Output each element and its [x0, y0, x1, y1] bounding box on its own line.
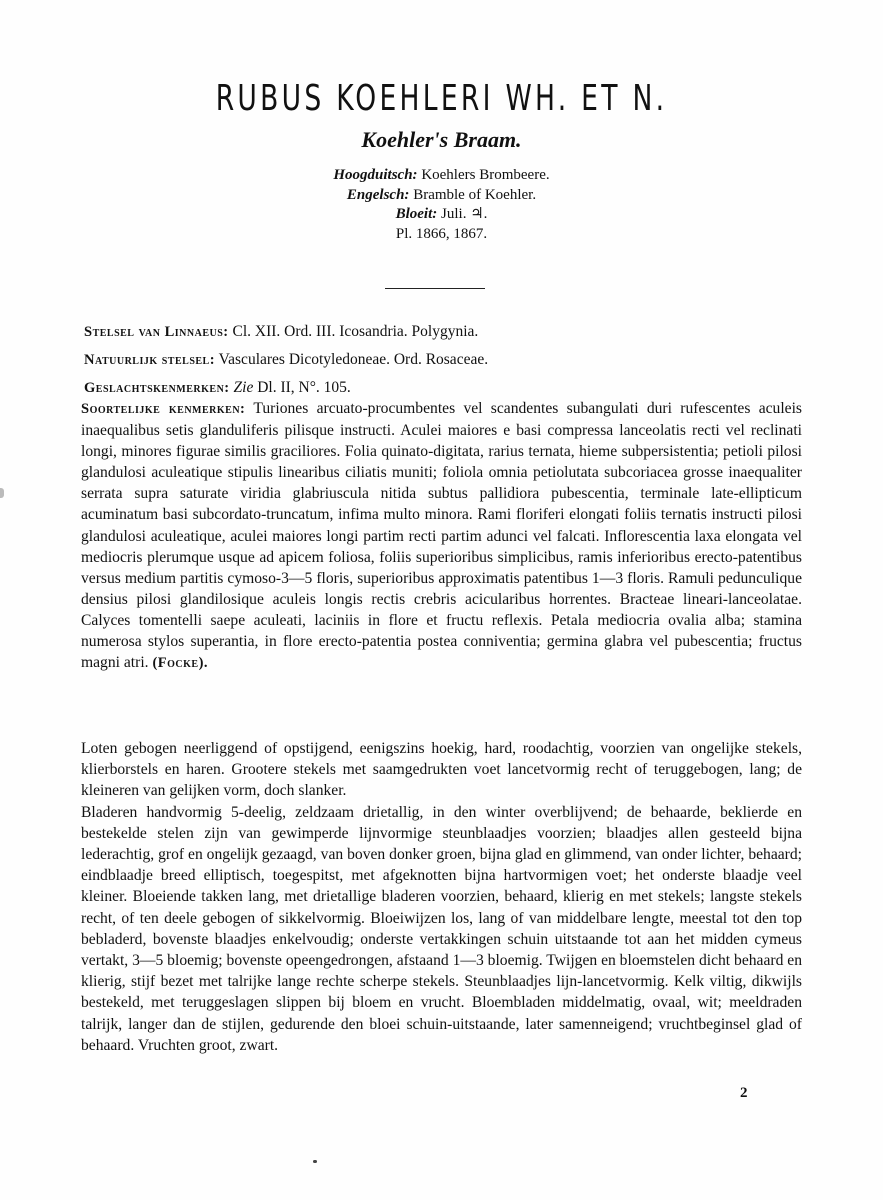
dutch-paragraph-stems: Loten gebogen neerliggend of opstijgend, eenigszins hoekig, hard, roodachtig, voorzien van ongelijke stekels, klierborstels en haren. Grootere stekels met saamgedrukten voet lancetvormig recht of teruggebogen, lang; de kleineren van gelijken vorm, doch slanker. [81, 740, 802, 800]
genus-characters: Geslachtskenmerken: Zie Dl. II, N°. 105. [84, 379, 351, 396]
dutch-paragraph-leaves: Bladeren handvormig 5-deelig, zeldzaam drietallig, in den winter overblijvend; de behaarde, beklierde en bestekelde stelen zijn van gewimperde lijnvormige steunblaadjes voorzien; blaadjes allen gesteeld bijna lederachtig, grof en ongelijk gezaagd, van boven donker groen, bijna glad en glimmend, van onder lichter, behaard; eindblaadje breed elliptisch, toegespitst, met afgeknotten bijna hartvormigen voet; het onderste blaadje veel kleiner. Bloeiende takken lang, met drietallige bladeren voorzien, behaard, klierig en met stekels; langste stekels recht, of ten deele gebogen of sikkelvormig. Bloeiwijzen los, lang of van middelbare lengte, meestal tot den top bebladerd, bovenste blaadjes enkelvoudig; onderste vertakkingen schuin uitstaande tot aan het midden cymeus vertakt, 3—5 bloemig; bovenste opeengedrongen, afstaand 1—3 bloemig. Twijgen en bloemstelen dicht behaard en klierig, stijf bezet met talrijke lange rechte scherpe stekels. Steunblaadjes lijn-lancetvormig. Kelk viltig, dikwijls bestekeld, met teruggeslagen slippen bij bloem en vrucht. Bloembladen middelmatig, ovaal, wit; meeldraden talrijk, langer dan de stijlen, gedurende den bloei schuin-uitstaande, later samenneigend; vruchtbeginsel glad of behaard. Vruchten groot, zwart. [81, 803, 802, 1054]
name-german: Hoogduitsch: Koehlers Brombeere. [333, 167, 550, 183]
natural-system: Natuurlijk stelsel: Vasculares Dicotyledoneae. Ord. Rosaceae. [84, 351, 489, 368]
print-speck [313, 1160, 317, 1163]
separator-rule [385, 288, 485, 289]
classification-block [84, 318, 804, 402]
page-number: 2 [740, 1085, 748, 1101]
dutch-description [81, 738, 802, 1056]
plate-numbers: Pl. 1866, 1867. [395, 225, 488, 242]
linnaean-system: Stelsel van Linnaeus: Cl. XII. Ord. III. Icosandria. Polygynia. [84, 323, 479, 340]
page-edge-mark [0, 488, 4, 498]
vernacular-names [0, 166, 883, 244]
common-name: Koehler's Braam. [361, 127, 522, 152]
citation-source: (Focke). [152, 655, 209, 672]
page-title: RUBUS KOEHLERI WH. ET N. [215, 78, 668, 119]
name-english: Engelsch: Bramble of Koehler. [346, 186, 537, 203]
latin-description: Soortelijke kenmerken: Turiones arcuato-procumbentes vel scandentes subangulati duri rufescentes aculeis inaequalibus setis glanduliferis pilisque instructi. Aculei maiores e basi compressa lanceolatis recti vel reclinati longi, minores figurae similis graciliores. Folia quinato-digitata, rarius ternata, hieme subpersistentia; petioli pilosi glandulosi aculeatique stipulis linearibus ciliatis muniti; foliola omnia petiolutata subcoriacea grosse inaequaliter serrata supra saturate viridia glabriuscula nitida subtus pallidiora pubescentia, terminale late-ellipticum acuminatum basi subcordato-truncatum, infima multo minora. Rami floriferi elongati foliis ternatis instructi pilosi glandulosi aculeatique, aculei maiores longi partim recti partim adunci vel falcati. Inflorescentia laxa elongata vel mediocris plerumque usque ad apicem foliosa, foliis superioribus simplicibus, ramis inferioribus erecto-patentibus versus medium partitis cymoso-3—5 floris, superioribus approximatis patentibus 1—3 floris. Ramuli pedunculique densius pilosi glandilosique aculeis longis rectis crebris acicularibus horrentes. Bracteae lineari-lanceolatae. Calyces tomentelli saepe aculeati, laciniis in flore et fructu reflexis. Petala mediocria ovalia alba; stamina numerosa stylos superantia, in flore erecto-patentia postea conniventia; germina glabra vel pubescentia; fructus magni atri. (Focke). [81, 400, 802, 672]
flowering-period: Bloeit: Juli. ♃. [395, 206, 488, 222]
